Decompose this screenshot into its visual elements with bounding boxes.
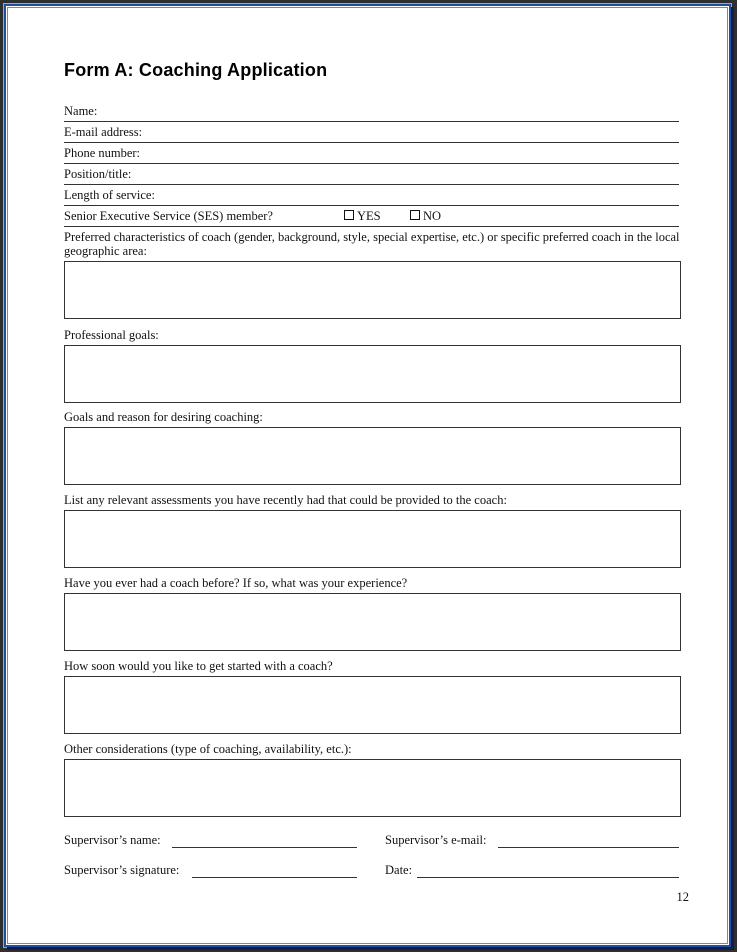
coaching-reason-prompt: Goals and reason for desiring coaching: <box>64 410 263 424</box>
prior-coach-box[interactable] <box>64 593 681 651</box>
phone-label: Phone number: <box>64 146 141 160</box>
preferred-characteristics-prompt: Preferred characteristics of coach (gender, background, style, special expertise, etc.) or specific preferred coach in the local geographic area: <box>64 230 680 258</box>
email-field[interactable] <box>64 122 679 143</box>
checkbox-no-icon[interactable] <box>410 210 420 220</box>
phone-field[interactable] <box>64 143 679 164</box>
position-field[interactable] <box>64 164 679 185</box>
email-label: E-mail address: <box>64 125 143 139</box>
supervisor-email-line[interactable] <box>498 847 679 848</box>
start-timing-box[interactable] <box>64 676 681 734</box>
date-line[interactable] <box>417 877 679 878</box>
ses-no-option[interactable] <box>410 209 441 224</box>
ses-yes-label: YES <box>357 209 381 223</box>
supervisor-name-line[interactable] <box>172 847 357 848</box>
checkbox-yes-icon[interactable] <box>344 210 354 220</box>
name-label: Name: <box>64 104 98 118</box>
ses-yes-option[interactable] <box>344 209 381 224</box>
ses-no-label: NO <box>423 209 442 223</box>
professional-goals-box[interactable] <box>64 345 681 403</box>
form-page <box>4 4 731 947</box>
assessments-box[interactable] <box>64 510 681 568</box>
preferred-characteristics-box[interactable] <box>64 261 681 319</box>
name-field[interactable] <box>64 101 679 122</box>
position-label: Position/title: <box>64 167 132 181</box>
supervisor-name-label: Supervisor’s name: <box>64 833 161 847</box>
form-title: Form A: Coaching Application <box>64 60 328 80</box>
other-considerations-prompt: Other considerations (type of coaching, availability, etc.): <box>64 742 352 756</box>
professional-goals-prompt: Professional goals: <box>64 328 159 342</box>
supervisor-email-label: Supervisor’s e-mail: <box>385 833 487 847</box>
ses-member-label: Senior Executive Service (SES) member? <box>64 209 273 223</box>
page-number: 12 <box>676 890 689 904</box>
date-label: Date: <box>385 863 413 877</box>
coaching-reason-box[interactable] <box>64 427 681 485</box>
length-of-service-label: Length of service: <box>64 188 155 202</box>
page-inner-border <box>7 7 728 944</box>
length-of-service-field[interactable] <box>64 185 679 206</box>
assessments-prompt: List any relevant assessments you have recently had that could be provided to the coach: <box>64 493 507 507</box>
supervisor-signature-line[interactable] <box>192 877 357 878</box>
other-considerations-box[interactable] <box>64 759 681 817</box>
prior-coach-prompt: Have you ever had a coach before? If so, what was your experience? <box>64 576 408 590</box>
supervisor-signature-label: Supervisor’s signature: <box>64 863 180 877</box>
start-timing-prompt: How soon would you like to get started with a coach? <box>64 659 333 673</box>
ses-member-row <box>64 206 679 227</box>
